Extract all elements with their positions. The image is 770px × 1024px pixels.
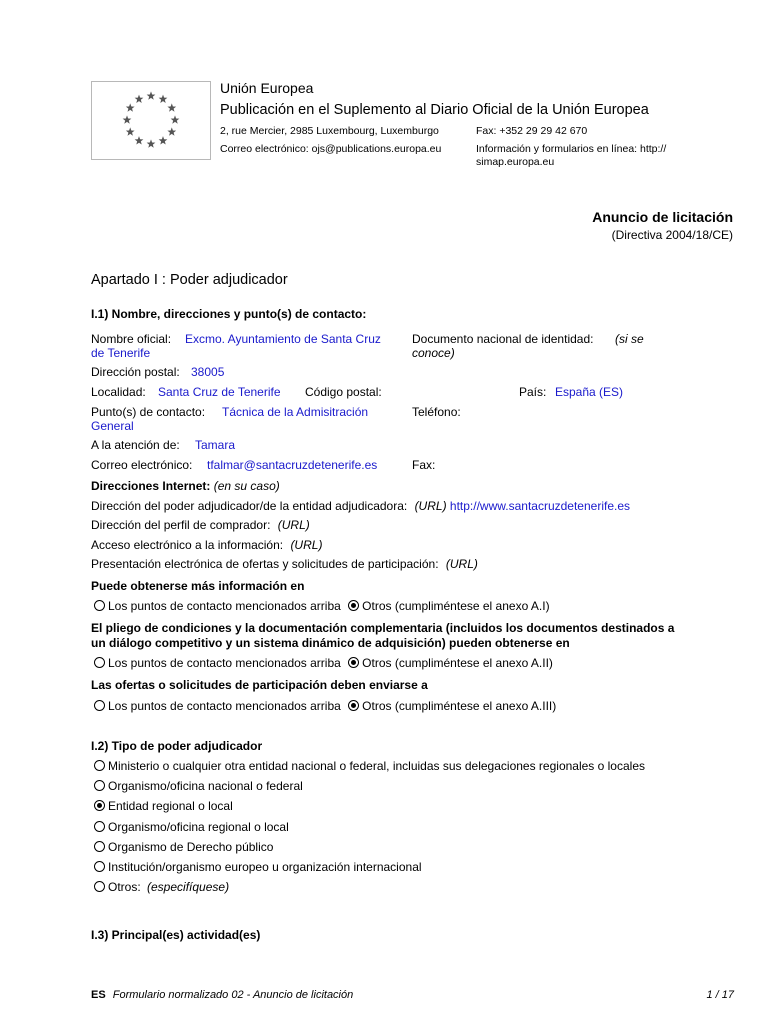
- footer-lang: ES: [91, 989, 106, 1001]
- eu-star-icon: [159, 136, 168, 144]
- punto-value-1: Tácnica de la Admisitración: [222, 405, 369, 419]
- radio-entidad-regional-icon[interactable]: [94, 800, 105, 811]
- nombre-value-1: Excmo. Ayuntamiento de Santa Cruz: [185, 332, 381, 346]
- radio-institucion-europea-icon[interactable]: [94, 861, 105, 872]
- localidad-label: Localidad:: [91, 385, 146, 399]
- footer-form: Formulario normalizado 02 - Anuncio de licitación: [112, 989, 354, 1001]
- punto-value-2: General: [91, 419, 134, 433]
- dir-poder-link[interactable]: http://www.santacruzdetenerife.es: [449, 499, 630, 513]
- tipo-option: [94, 779, 303, 793]
- ofertas-options: [94, 699, 556, 713]
- telefono-label: Teléfono:: [412, 405, 461, 419]
- tipo-label: Organismo/oficina nacional o federal: [108, 779, 303, 793]
- pliego-heading-1: El pliego de condiciones y la documentación complementaria (incluidos los documentos destinados a: [91, 621, 675, 635]
- opt-puntos-label: Los puntos de contacto mencionados arriba: [108, 599, 341, 613]
- eu-star-icon: [167, 103, 176, 111]
- tipo-option: [94, 840, 273, 854]
- internet-row: [91, 479, 280, 493]
- pais-label: País:: [519, 385, 547, 399]
- correo-value[interactable]: tfalmar@santacruzdetenerife.es: [207, 458, 378, 472]
- fax-label: Fax:: [412, 458, 436, 472]
- radio-otros-icon[interactable]: [348, 700, 359, 711]
- correo-label: Correo electrónico:: [91, 458, 193, 472]
- eu-star-icon: [126, 127, 135, 135]
- doc-label: Documento nacional de identidad:: [412, 332, 594, 346]
- nombre-value-2: de Tenerife: [91, 346, 151, 360]
- i1-heading: I.1) Nombre, direcciones y punto(s) de contacto:: [91, 307, 367, 321]
- eu-flag-logo: [91, 81, 211, 160]
- header-info-line1: Información y formularios en línea: http://: [476, 143, 667, 155]
- radio-ministerio-icon[interactable]: [94, 760, 105, 771]
- otros-hint: (especifíquese): [147, 880, 230, 894]
- header-org: Unión Europea: [220, 80, 314, 96]
- radio-puntos-icon[interactable]: [94, 700, 105, 711]
- tipo-option: [94, 880, 229, 894]
- perfil-label: Dirección del perfil de comprador:: [91, 518, 271, 532]
- pliego-options: [94, 656, 553, 670]
- tipo-label: Institución/organismo europeo u organización internacional: [108, 860, 422, 874]
- url-hint: (URL): [290, 538, 323, 552]
- mas-info-heading: Puede obtenerse más información en: [91, 579, 305, 593]
- radio-otros-icon[interactable]: [348, 600, 359, 611]
- dir-poder-label: Dirección del poder adjudicador/de la entidad adjudicadora:: [91, 499, 408, 513]
- tipo-option: [94, 820, 289, 834]
- radio-otros-icon[interactable]: [348, 657, 359, 668]
- radio-puntos-icon[interactable]: [94, 600, 105, 611]
- direccion-value: 38005: [191, 365, 225, 379]
- eu-star-icon: [159, 95, 168, 103]
- opt-otros-label: Otros (cumpliméntese el anexo A.II): [362, 656, 553, 670]
- eu-star-icon: [123, 115, 132, 123]
- dir-poder-row: [91, 499, 630, 513]
- perfil-row: [91, 518, 310, 532]
- eu-star-icon: [147, 91, 156, 99]
- nombre-label: Nombre oficial:: [91, 332, 172, 346]
- tipo-label: Organismo/oficina regional o local: [108, 820, 289, 834]
- opt-puntos-label: Los puntos de contacto mencionados arriba: [108, 699, 341, 713]
- doc-hint-1: (si se: [615, 332, 644, 346]
- i2-heading: I.2) Tipo de poder adjudicador: [91, 739, 263, 753]
- tipo-label: Otros:: [108, 880, 141, 894]
- notice-title: Anuncio de licitación: [592, 209, 733, 225]
- tipo-option: [94, 860, 422, 874]
- punto-label: Punto(s) de contacto:: [91, 405, 206, 419]
- pais-value: España (ES): [555, 385, 624, 399]
- presentacion-row: [91, 557, 478, 571]
- header-publication: Publicación en el Suplemento al Diario Oficial de la Unión Europea: [220, 102, 649, 118]
- url-hint: (URL): [445, 557, 478, 571]
- opt-otros-label: Otros (cumpliméntese el anexo A.III): [362, 699, 557, 713]
- header-address: 2, rue Mercier, 2985 Luxembourg, Luxemburgo: [220, 125, 439, 137]
- i3-heading: I.3) Principal(es) actividad(es): [91, 928, 261, 942]
- radio-puntos-icon[interactable]: [94, 657, 105, 668]
- footer-page: 1 / 17: [706, 989, 734, 1001]
- tipo-label: Ministerio o cualquier otra entidad nacional o federal, incluidas sus delegaciones regionales o locales: [108, 759, 645, 773]
- radio-organismo-regional-icon[interactable]: [94, 821, 105, 832]
- tipo-label: Entidad regional o local: [108, 799, 233, 813]
- url-hint: (URL): [277, 518, 310, 532]
- notice-directive: (Directiva 2004/18/CE): [611, 228, 733, 242]
- tipo-option: [94, 759, 645, 773]
- doc-hint-2: conoce): [412, 346, 455, 360]
- eu-star-icon: [167, 127, 176, 135]
- atencion-value: Tamara: [195, 438, 236, 452]
- eu-star-icon: [135, 95, 144, 103]
- tipo-label: Organismo de Derecho público: [108, 840, 274, 854]
- radio-otros-tipo-icon[interactable]: [94, 881, 105, 892]
- header-info-line2: simap.europa.eu: [476, 156, 555, 168]
- footer-left: [91, 989, 353, 1001]
- internet-hint: (en su caso): [213, 479, 280, 493]
- ofertas-heading: Las ofertas o solicitudes de participación deben enviarse a: [91, 678, 428, 692]
- opt-otros-label: Otros (cumpliméntese el anexo A.I): [362, 599, 550, 613]
- acceso-row: [91, 538, 322, 552]
- eu-star-icon: [171, 115, 180, 123]
- atencion-label: A la atención de:: [91, 438, 180, 452]
- cp-label: Código postal:: [305, 385, 382, 399]
- eu-stars-icon: [92, 82, 210, 159]
- header-fax: Fax: +352 29 29 42 670: [476, 125, 588, 137]
- localidad-value: Santa Cruz de Tenerife: [158, 385, 281, 399]
- radio-organismo-nacional-icon[interactable]: [94, 780, 105, 791]
- url-hint: (URL): [414, 499, 447, 513]
- opt-puntos-label: Los puntos de contacto mencionados arriba: [108, 656, 341, 670]
- internet-heading: Direcciones Internet:: [91, 479, 211, 493]
- header-email: Correo electrónico: ojs@publications.europa.eu: [220, 143, 442, 155]
- eu-star-icon: [135, 136, 144, 144]
- eu-star-icon: [147, 139, 156, 147]
- radio-derecho-publico-icon[interactable]: [94, 841, 105, 852]
- presentacion-label: Presentación electrónica de ofertas y solicitudes de participación:: [91, 557, 439, 571]
- pliego-heading-2: un diálogo competitivo y un sistema dinámico de adquisición) pueden obtenerse en: [91, 636, 570, 650]
- eu-star-icon: [126, 103, 135, 111]
- direccion-label: Dirección postal:: [91, 365, 180, 379]
- section-heading: Apartado I : Poder adjudicador: [91, 272, 288, 288]
- tipo-option: [94, 799, 233, 813]
- acceso-label: Acceso electrónico a la información:: [91, 538, 284, 552]
- mas-info-options: [94, 599, 550, 613]
